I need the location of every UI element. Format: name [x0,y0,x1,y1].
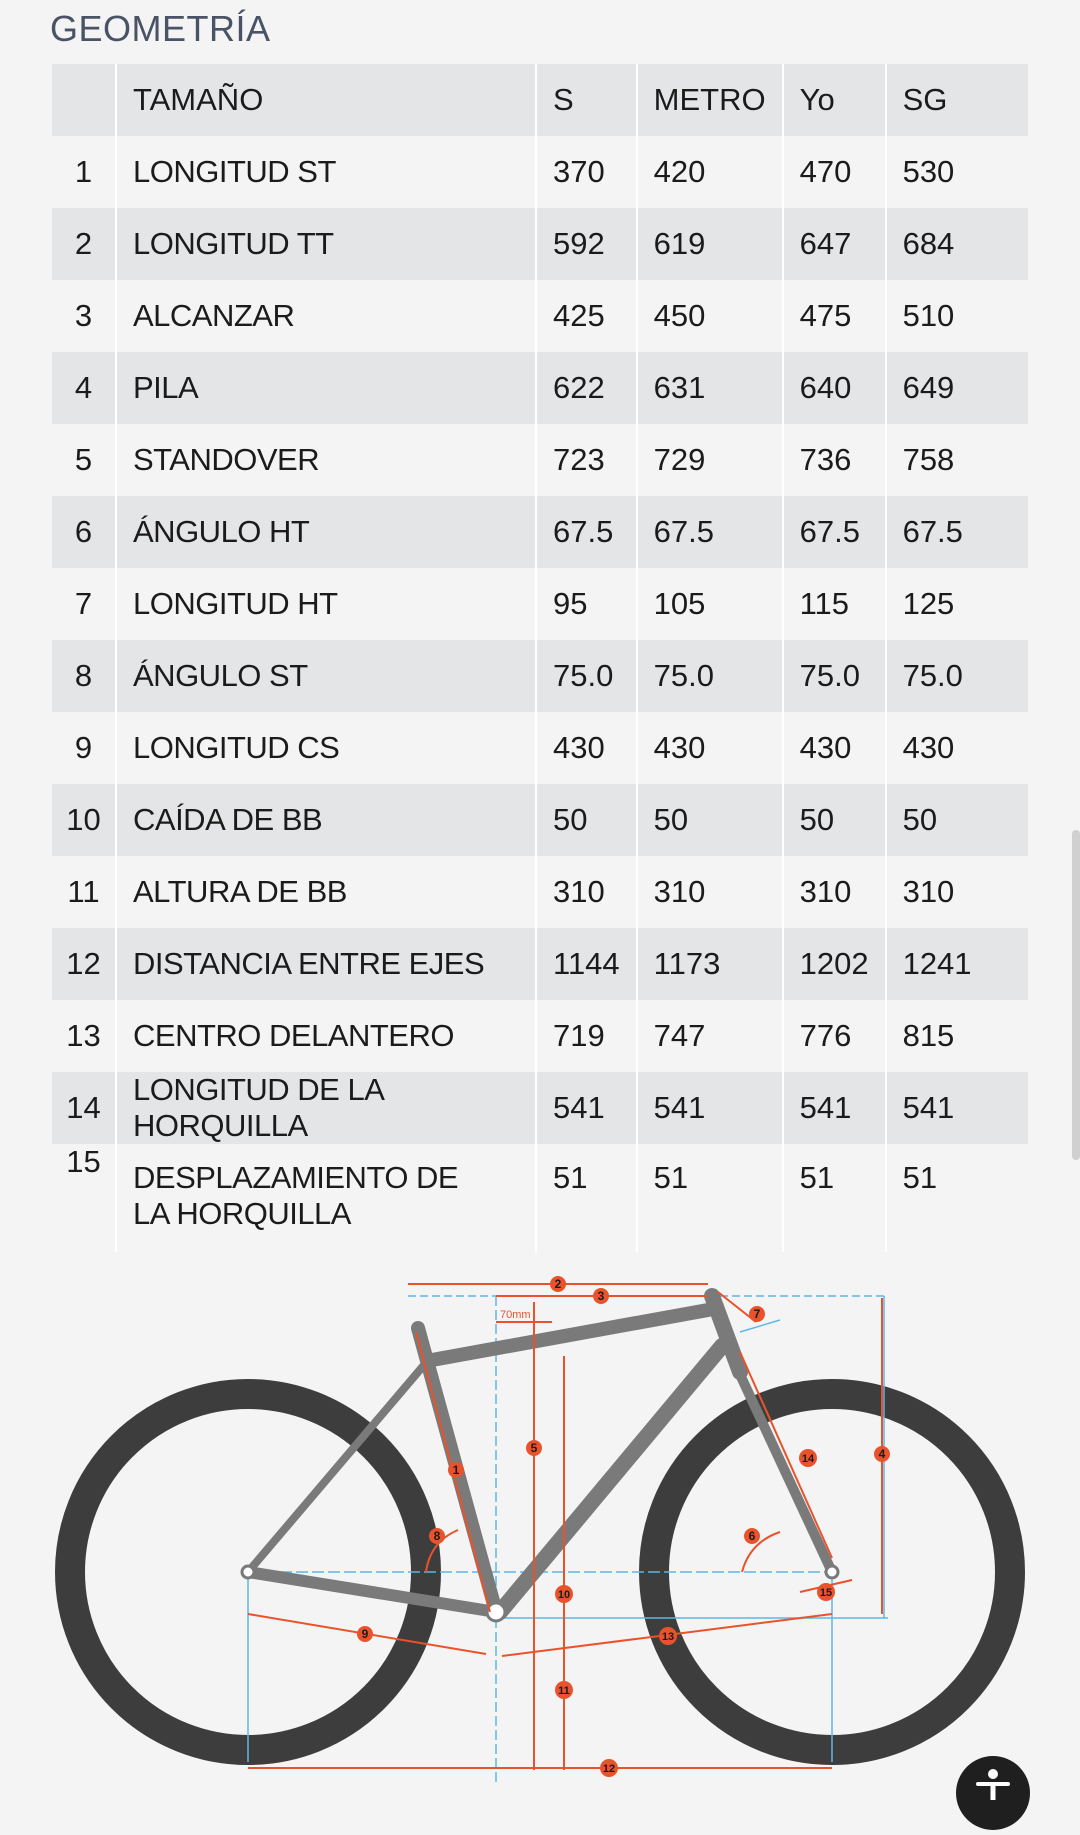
row-number: 14 [52,1072,116,1144]
table-row [52,424,1028,496]
row-value-s: 95 [536,568,637,640]
row-number: 3 [52,280,116,352]
row-value-xl: 51 [886,1144,1028,1252]
table-row [52,784,1028,856]
scrollbar[interactable] [1072,830,1080,1160]
offset-label: 70mm [500,1309,531,1321]
row-value-s: 723 [536,424,637,496]
row-label: DISTANCIA ENTRE EJES [116,928,536,1000]
top-tube [432,1310,708,1360]
row-value-m: 729 [637,424,783,496]
table-row [52,1144,1028,1252]
row-value-s: 622 [536,352,637,424]
row-label: LONGITUD TT [116,208,536,280]
marker-2 [550,1276,566,1292]
row-value-s: 310 [536,856,637,928]
row-number: 11 [52,856,116,928]
table-row [52,1000,1028,1072]
row-number: 4 [52,352,116,424]
row-value-xl: 1241 [886,928,1028,1000]
row-value-xl: 310 [886,856,1028,928]
row-value-l: 115 [783,568,886,640]
row-value-m: 747 [637,1000,783,1072]
table-row [52,928,1028,1000]
row-value-m: 75.0 [637,640,783,712]
row-value-m: 67.5 [637,496,783,568]
table-row [52,1072,1028,1144]
row-value-l: 67.5 [783,496,886,568]
svg-text:9: 9 [361,1627,369,1641]
table-header-row [52,64,1028,136]
marker-13 [659,1627,677,1645]
row-value-s: 425 [536,280,637,352]
row-value-l: 647 [783,208,886,280]
table-row [52,640,1028,712]
row-value-l: 541 [783,1072,886,1144]
row-value-xl: 815 [886,1000,1028,1072]
table-row [52,496,1028,568]
row-value-xl: 430 [886,712,1028,784]
marker-12 [600,1759,618,1777]
table-row [52,280,1028,352]
row-label: CAÍDA DE BB [116,784,536,856]
row-value-l: 736 [783,424,886,496]
row-value-l: 1202 [783,928,886,1000]
row-value-s: 51 [536,1144,637,1252]
svg-text:12: 12 [602,1763,616,1775]
row-number: 5 [52,424,116,496]
marker-6 [744,1528,760,1544]
svg-text:11: 11 [558,1685,570,1697]
row-value-s: 1144 [536,928,637,1000]
marker-3 [593,1288,609,1304]
row-value-m: 541 [637,1072,783,1144]
row-value-xl: 510 [886,280,1028,352]
marker-14 [799,1449,817,1467]
row-value-m: 619 [637,208,783,280]
marker-1 [448,1462,464,1478]
row-value-m: 420 [637,136,783,208]
row-label: ÁNGULO ST [116,640,536,712]
marker-4 [874,1446,890,1462]
row-value-xl: 758 [886,424,1028,496]
row-label: CENTRO DELANTERO [116,1000,536,1072]
row-value-xl: 50 [886,784,1028,856]
row-label: LONGITUD ST [116,136,536,208]
row-value-m: 105 [637,568,783,640]
svg-text:10: 10 [557,1589,571,1601]
row-value-m: 310 [637,856,783,928]
front-axle [826,1566,838,1578]
row-value-l: 75.0 [783,640,886,712]
accessibility-icon [956,1756,1030,1830]
chain-stay [248,1572,496,1612]
header-size-s: S [536,64,637,136]
svg-text:2: 2 [554,1277,562,1291]
row-number: 15 [52,1144,116,1252]
row-value-l: 50 [783,784,886,856]
rear-axle [242,1566,254,1578]
table-row [52,136,1028,208]
svg-text:7: 7 [753,1307,761,1321]
svg-text:14: 14 [801,1453,815,1465]
row-value-m: 51 [637,1144,783,1252]
svg-text:4: 4 [878,1447,886,1461]
row-number: 13 [52,1000,116,1072]
row-number: 8 [52,640,116,712]
row-label: ALTURA DE BB [116,856,536,928]
marker-15 [817,1583,835,1601]
svg-text:3: 3 [597,1289,605,1303]
table-row [52,352,1028,424]
marker-5 [526,1440,542,1456]
row-value-m: 1173 [637,928,783,1000]
row-value-l: 470 [783,136,886,208]
table-row [52,208,1028,280]
header-size-xl: SG [886,64,1028,136]
row-number: 6 [52,496,116,568]
marker-10 [555,1585,573,1603]
row-number: 1 [52,136,116,208]
table-row [52,568,1028,640]
svg-text:5: 5 [530,1441,538,1455]
row-value-m: 631 [637,352,783,424]
row-number: 12 [52,928,116,1000]
row-number: 9 [52,712,116,784]
row-value-l: 475 [783,280,886,352]
table-row [52,856,1028,928]
row-value-l: 430 [783,712,886,784]
row-label: STANDOVER [116,424,536,496]
section-title: GEOMETRÍA [50,8,271,49]
row-value-xl: 541 [886,1072,1028,1144]
row-value-m: 450 [637,280,783,352]
row-value-s: 75.0 [536,640,637,712]
header-index-cell [52,64,116,136]
row-value-l: 51 [783,1144,886,1252]
row-value-xl: 530 [886,136,1028,208]
row-value-l: 310 [783,856,886,928]
row-label: DESPLAZAMIENTO DE LA HORQUILLA [116,1144,536,1252]
row-label: LONGITUD DE LA HORQUILLA [116,1072,536,1144]
row-number: 2 [52,208,116,280]
row-value-xl: 67.5 [886,496,1028,568]
header-size-label: TAMAÑO [116,64,536,136]
geometry-table [52,64,1028,1252]
row-value-m: 50 [637,784,783,856]
row-number: 10 [52,784,116,856]
row-label: ÁNGULO HT [116,496,536,568]
row-label: LONGITUD HT [116,568,536,640]
row-value-xl: 125 [886,568,1028,640]
row-value-xl: 649 [886,352,1028,424]
row-label: PILA [116,352,536,424]
row-value-l: 640 [783,352,886,424]
marker-7 [749,1306,765,1322]
row-value-s: 430 [536,712,637,784]
row-value-xl: 684 [886,208,1028,280]
row-label: ALCANZAR [116,280,536,352]
row-value-s: 67.5 [536,496,637,568]
table-row [52,712,1028,784]
marker-8 [429,1528,445,1544]
row-value-l: 776 [783,1000,886,1072]
svg-text:6: 6 [748,1529,756,1543]
svg-text:15: 15 [819,1587,833,1599]
svg-text:1: 1 [452,1463,460,1477]
row-label: LONGITUD CS [116,712,536,784]
header-size-l: Yo [783,64,886,136]
marker-9 [357,1626,373,1642]
bike-geometry-diagram [0,1262,1080,1790]
marker-11 [555,1681,573,1699]
row-value-s: 541 [536,1072,637,1144]
row-value-m: 430 [637,712,783,784]
svg-text:13: 13 [661,1631,675,1643]
row-number: 7 [52,568,116,640]
row-value-s: 719 [536,1000,637,1072]
header-size-m: METRO [637,64,783,136]
row-value-xl: 75.0 [886,640,1028,712]
row-value-s: 592 [536,208,637,280]
svg-text:8: 8 [433,1529,441,1543]
row-value-s: 50 [536,784,637,856]
accessibility-button[interactable] [956,1756,1030,1830]
row-value-s: 370 [536,136,637,208]
